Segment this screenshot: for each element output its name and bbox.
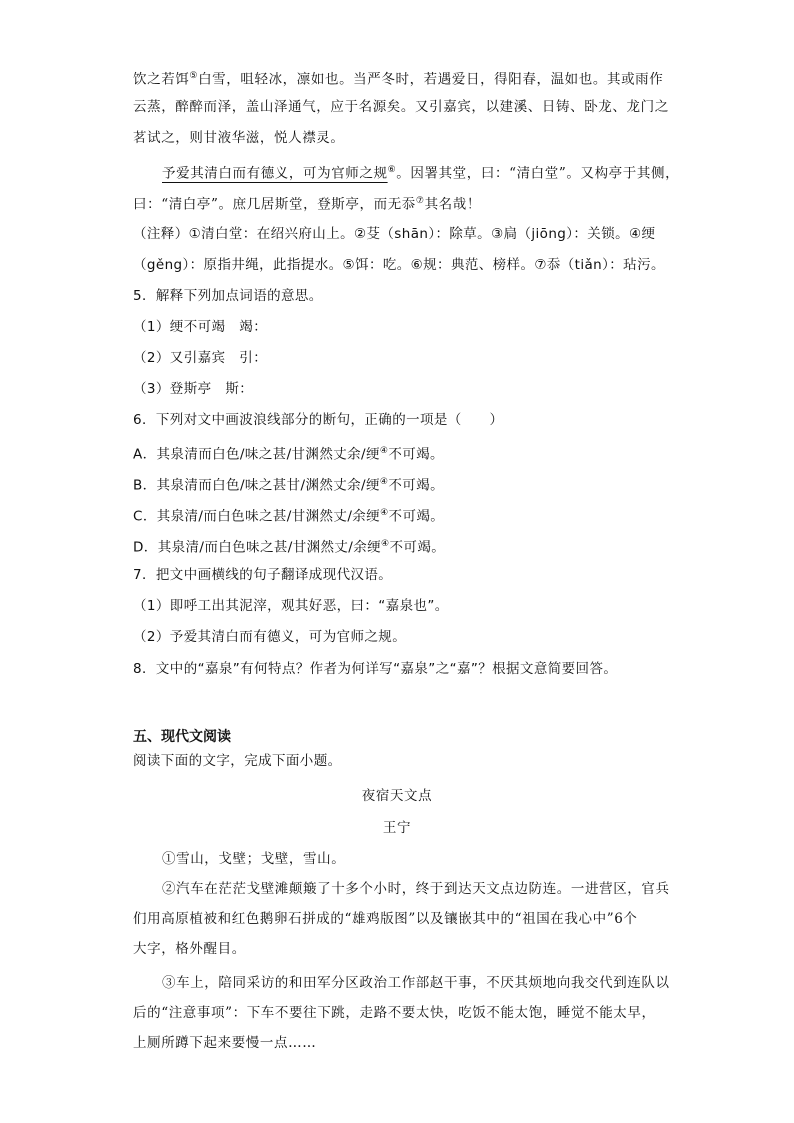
article-para-2-line-3: 大字，格外醒目。 xyxy=(133,941,246,957)
text: 。因署其堂，曰：“清白堂”。又构亭于其侧， xyxy=(396,165,680,182)
classical-para-2-line-1 xyxy=(162,160,679,184)
section-heading: 五、现代文阅读 xyxy=(133,729,231,745)
text: 其名哉！ xyxy=(424,196,481,213)
classical-line-3: 茗试之，则甘液华滋，悦人襟灵。 xyxy=(133,130,345,146)
option-text: B．其泉清而白色/味之甚甘/渊然丈余/绠 xyxy=(133,477,380,494)
notes-line-2: （gěng）：原指井绳，此指提水。⑤饵：吃。⑥规：典范、榜样。⑦忝（tiǎn）：玷污。 xyxy=(133,257,665,273)
classical-line-2: 云蒸，醉醉而泽，盖山泽通气，应于名源矣。又引嘉宾，以建溪、日铸、卧龙、龙门之 xyxy=(133,99,669,115)
footnote-mark: ④ xyxy=(379,477,389,487)
text: 曰：“清白亭”。庶几居斯堂，登斯亭，而无忝 xyxy=(133,196,416,213)
footnote-mark: ④ xyxy=(379,446,389,456)
option-text: 不可竭。 xyxy=(388,446,444,463)
classical-para-2-line-2 xyxy=(133,191,481,215)
article-title: 夜宿天文点 xyxy=(361,788,433,804)
article-para-3-line-3: 上厕所蹲下起来要慢一点…… xyxy=(133,1035,317,1051)
notes-line-1: （注释）①清白堂：在绍兴府山上。②芟（shān）：除草。③扃（jiōng）：关锁。④绠 xyxy=(133,226,656,242)
footnote-mark: ④ xyxy=(381,539,390,549)
option-d xyxy=(133,534,445,558)
article-para-1: ①雪山，戈壁；戈壁，雪山。 xyxy=(162,851,346,867)
option-text: 不可竭。 xyxy=(388,508,445,525)
option-text: D．其泉清/而白色味之甚/甘渊然丈/余绠 xyxy=(133,539,382,556)
question-8: 8．文中的“嘉泉”有何特点？作者为何详写“嘉泉”之“嘉”？根据文意简要回答。 xyxy=(133,661,618,677)
option-text: C．其泉清/而白色味之甚/甘渊然丈/余绠 xyxy=(133,508,381,525)
classical-line-1 xyxy=(133,66,663,90)
article-para-2-line-2: 们用高原植被和红色鹅卵石拼成的“雄鸡版图”以及镶嵌其中的“祖国在我心中”6个 xyxy=(133,911,638,927)
option-text: 不可竭。 xyxy=(389,539,446,556)
footnote-mark: ⑦ xyxy=(415,196,425,206)
question-7: 7．把文中画横线的句子翻译成现代汉语。 xyxy=(133,567,393,583)
question-5-3: （3）登斯亭 斯： xyxy=(133,381,254,397)
article-para-2-line-1: ②汽车在茫茫戈壁滩颠簸了十多个小时，终于到达天文点边防连。一进营区，官兵 xyxy=(162,881,670,897)
section-instruction: 阅读下面的文字，完成下面小题。 xyxy=(133,753,342,769)
underlined-sentence: 予爱其清白而有德义，可为官师之规 xyxy=(162,165,388,182)
option-a xyxy=(133,441,444,465)
article-para-3-line-1: ③车上，陪同采访的和田军分区政治工作部赵干事，不厌其烦地向我交代到连队以 xyxy=(162,975,670,991)
option-c xyxy=(133,503,444,527)
text: 饮之若饵 xyxy=(133,71,190,88)
footnote-mark: ⑤ xyxy=(189,71,199,81)
article-para-3-line-2: 后的“注意事项”：下车不要往下跳，走路不要太快，吃饭不能太饱，睡觉不能太早， xyxy=(133,1005,656,1021)
option-b xyxy=(133,472,444,496)
question-7-1: （1）即呼工出其泥滓，观其好恶，曰：“嘉泉也”。 xyxy=(133,598,449,614)
question-5-2: （2）又引嘉宾 引： xyxy=(133,350,268,366)
footnote-mark: ④ xyxy=(380,508,389,518)
question-7-2: （2）予爱其清白而有德义，可为官师之规。 xyxy=(133,629,407,645)
footnote-mark: ⑥ xyxy=(387,165,397,175)
article-author: 王宁 xyxy=(382,820,412,836)
text: 白雪，咀轻冰，凛如也。当严冬时，若遇爱日，得阳春，温如也。其或雨作 xyxy=(198,71,664,88)
question-5: 5．解释下列加点词语的意思。 xyxy=(133,288,323,304)
question-5-1: （1）绠不可竭 竭： xyxy=(133,319,268,335)
option-text: 不可竭。 xyxy=(388,477,444,494)
question-6: 6．下列对文中画波浪线部分的断句，正确的一项是（ ） xyxy=(133,412,504,428)
option-text: A．其泉清而白色/味之甚/甘渊然丈余/绠 xyxy=(133,446,380,463)
